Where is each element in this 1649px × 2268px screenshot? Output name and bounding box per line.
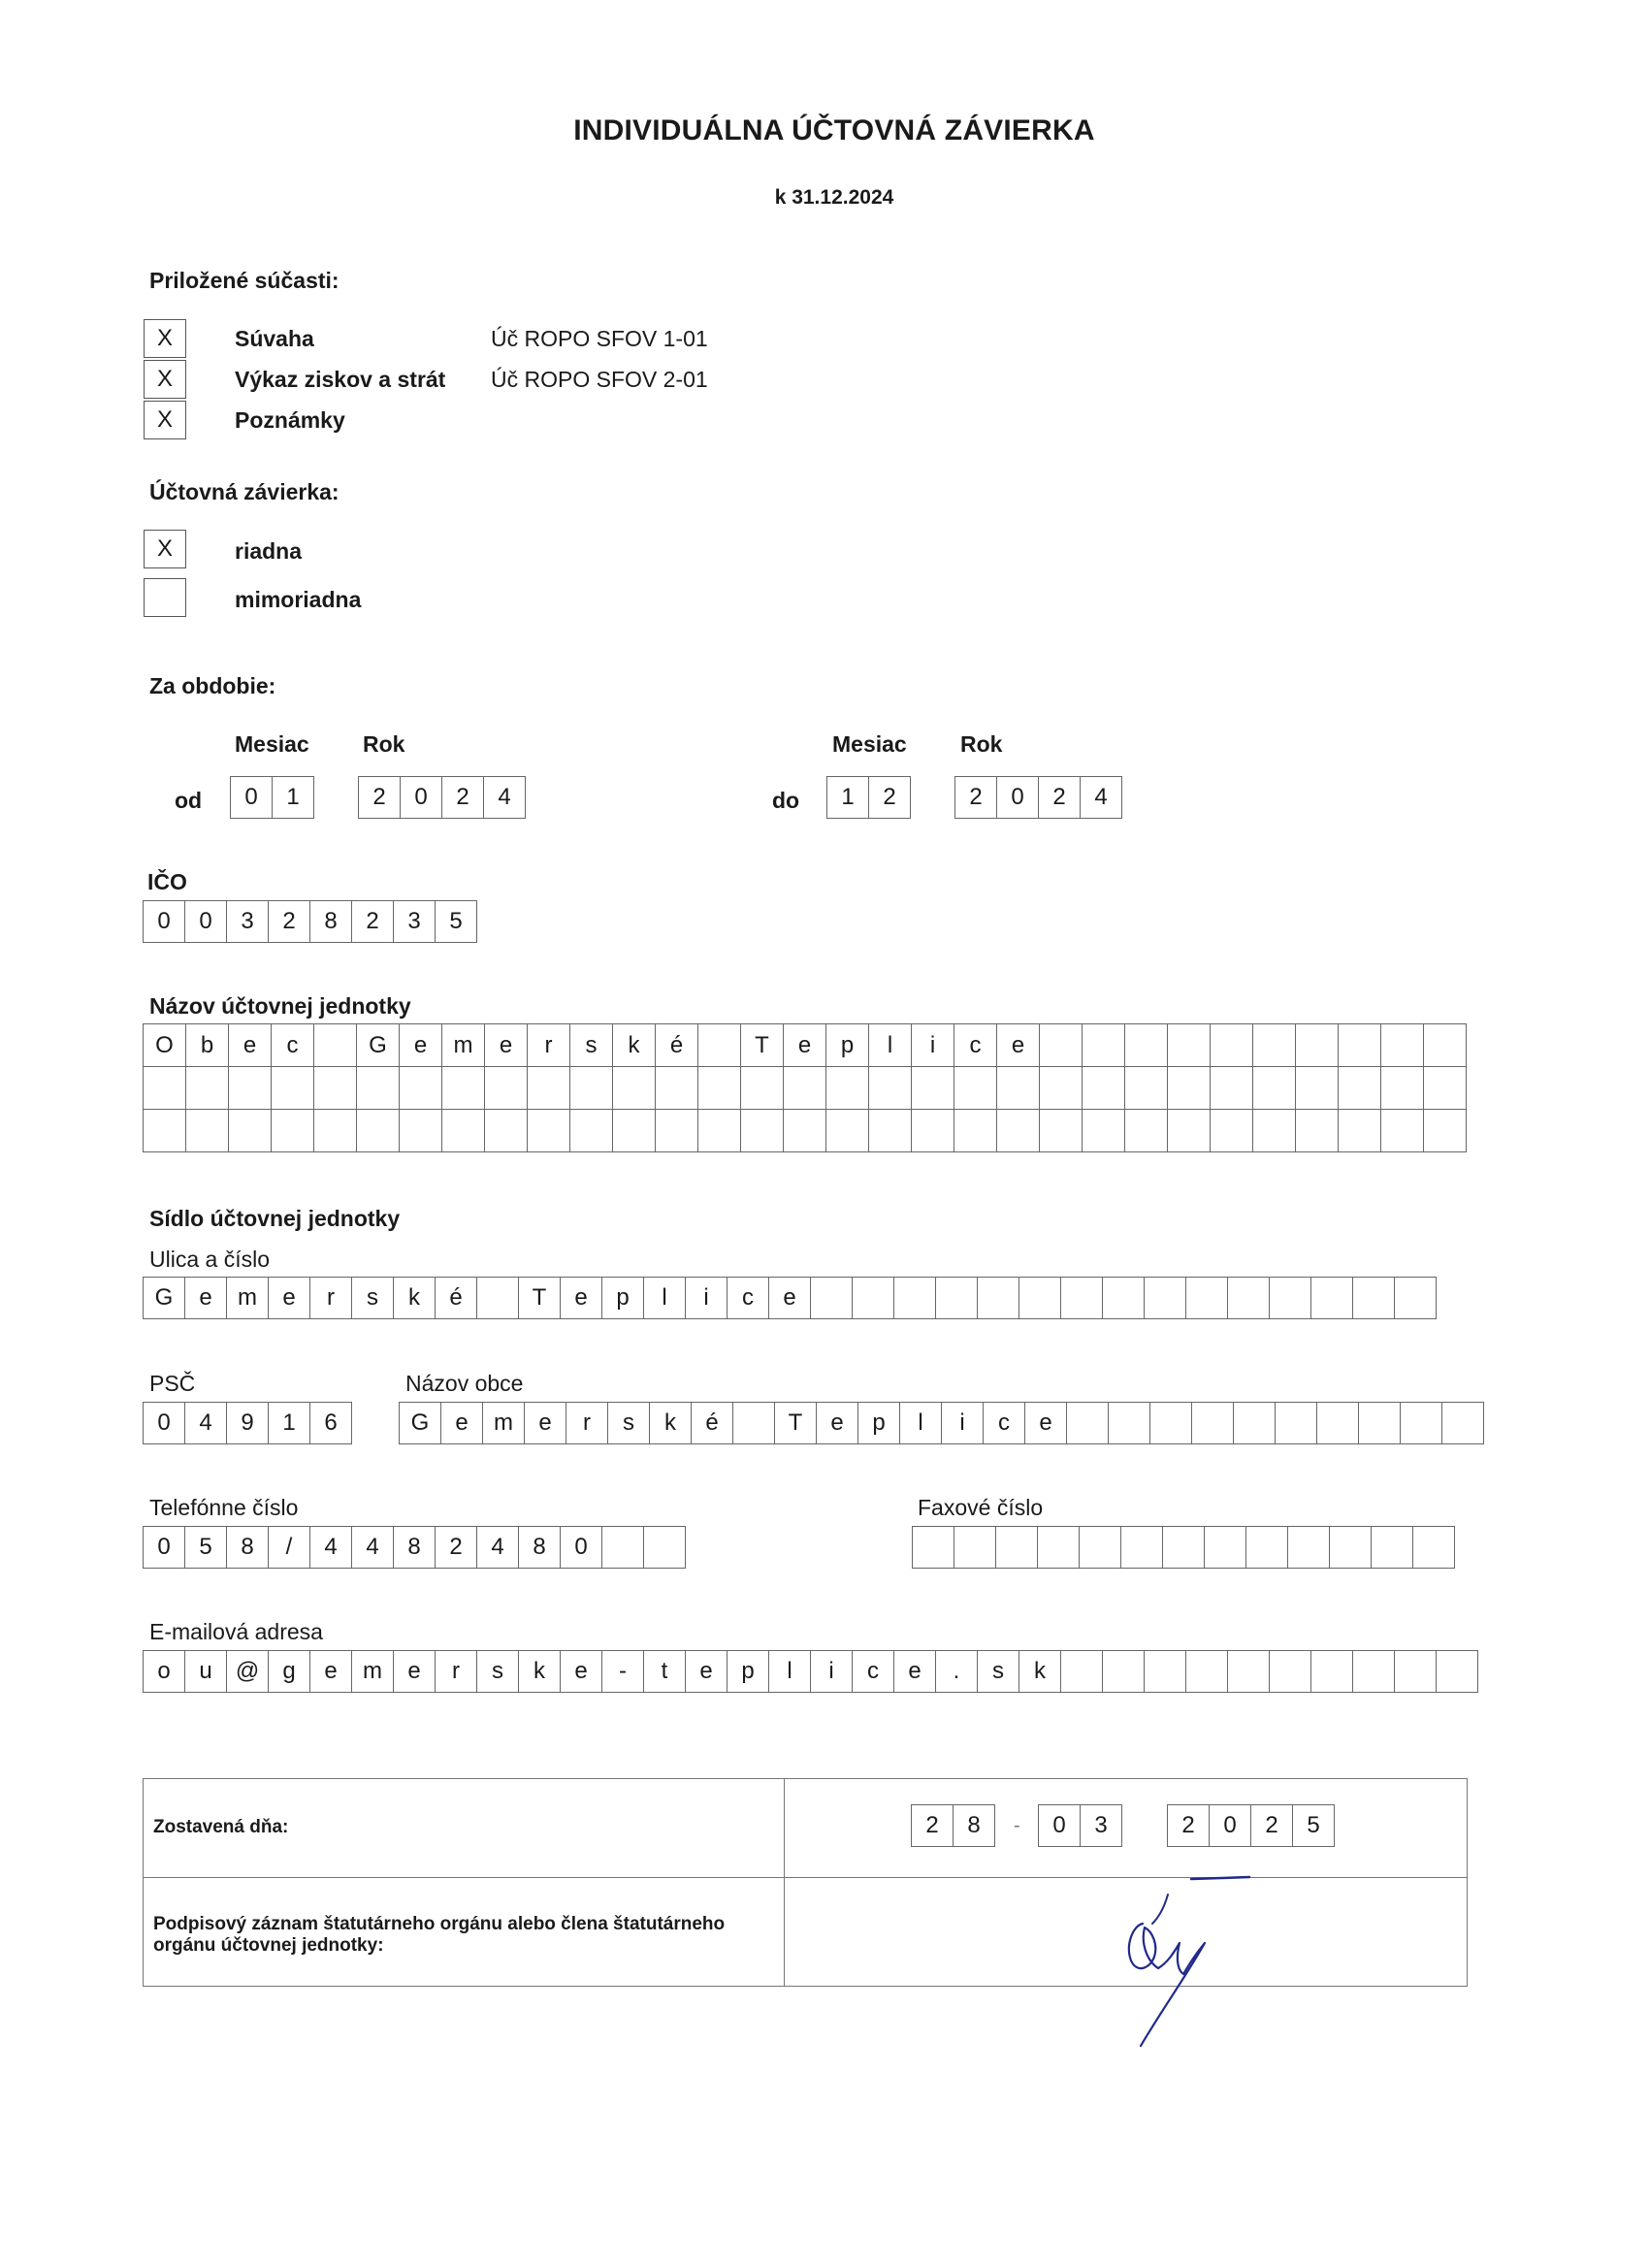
char-cell: [1253, 1067, 1296, 1110]
digit-cell: 8: [953, 1804, 995, 1847]
char-cell: [1168, 1024, 1211, 1067]
char-cell: 0: [143, 1526, 185, 1569]
char-cell: e: [229, 1024, 272, 1067]
digit-cell: 2: [911, 1804, 954, 1847]
from-month-field[interactable]: [230, 776, 314, 819]
char-cell: [1412, 1526, 1455, 1569]
char-cell: [1102, 1650, 1145, 1693]
char-cell: e: [816, 1402, 858, 1444]
digit-cell: 0: [1209, 1804, 1251, 1847]
page-title: INDIVIDUÁLNA ÚČTOVNÁ ZÁVIERKA: [573, 114, 1095, 146]
char-cell: [1040, 1067, 1083, 1110]
char-cell: [1352, 1277, 1395, 1319]
char-cell: [1060, 1277, 1103, 1319]
compiled-month-field[interactable]: [1038, 1804, 1122, 1847]
ico-label: IČO: [147, 869, 187, 894]
phone-field[interactable]: [143, 1526, 686, 1569]
char-cell: t: [643, 1650, 686, 1693]
from-month-label: Mesiac: [235, 731, 309, 757]
digit-cell: 5: [1292, 1804, 1335, 1847]
zip-label: PSČ: [149, 1371, 196, 1396]
char-cell: [1040, 1110, 1083, 1152]
char-cell: [935, 1277, 978, 1319]
char-cell: [977, 1277, 1019, 1319]
char-cell: e: [784, 1024, 826, 1067]
char-cell: [272, 1067, 314, 1110]
char-cell: é: [435, 1277, 477, 1319]
from-label: od: [175, 788, 203, 813]
attachment-code-suvaha: Úč ROPO SFOV 1-01: [491, 326, 708, 351]
char-cell: [852, 1277, 894, 1319]
char-cell: [698, 1110, 741, 1152]
char-cell: [997, 1110, 1040, 1152]
statement-label-mimoriadna: mimoriadna: [235, 587, 362, 612]
char-cell: k: [649, 1402, 692, 1444]
digit-cell: 0: [230, 776, 273, 819]
char-cell: [1316, 1402, 1359, 1444]
char-cell: [1211, 1067, 1253, 1110]
char-cell: p: [857, 1402, 900, 1444]
char-cell: i: [912, 1024, 954, 1067]
handwritten-signature: [1086, 1867, 1261, 2052]
char-cell: [954, 1526, 996, 1569]
char-cell: [1381, 1024, 1424, 1067]
char-cell: 6: [309, 1402, 352, 1444]
digit-cell: 2: [441, 776, 484, 819]
char-cell: k: [393, 1277, 436, 1319]
char-cell: p: [601, 1277, 644, 1319]
char-cell: [912, 1110, 954, 1152]
char-cell: [1329, 1526, 1372, 1569]
char-cell: m: [226, 1277, 269, 1319]
char-cell: [1079, 1526, 1121, 1569]
char-cell: [893, 1277, 936, 1319]
char-cell: [1296, 1067, 1339, 1110]
digit-cell: 2: [954, 776, 997, 819]
period-heading: Za obdobie:: [149, 673, 276, 698]
char-cell: s: [607, 1402, 650, 1444]
char-cell: [1018, 1277, 1061, 1319]
char-cell: [1381, 1110, 1424, 1152]
char-cell: [912, 1067, 954, 1110]
char-cell: e: [485, 1024, 528, 1067]
attachments-heading: Priložené súčasti:: [149, 268, 340, 293]
digit-cell: 2: [1167, 1804, 1210, 1847]
char-cell: [1227, 1650, 1270, 1693]
char-cell: c: [852, 1650, 894, 1693]
char-cell: 2: [435, 1526, 477, 1569]
char-cell: [613, 1067, 656, 1110]
city-label: Názov obce: [405, 1371, 524, 1396]
char-cell: [1253, 1110, 1296, 1152]
char-cell: [1191, 1402, 1234, 1444]
char-cell: [1083, 1110, 1125, 1152]
char-cell: [1371, 1526, 1413, 1569]
char-cell: [186, 1067, 229, 1110]
char-cell: [732, 1402, 775, 1444]
statement-type-heading: Účtovná závierka:: [149, 479, 340, 504]
char-cell: [1125, 1067, 1168, 1110]
char-cell: s: [977, 1650, 1019, 1693]
char-cell: [476, 1277, 519, 1319]
entity-name-label: Názov účtovnej jednotky: [149, 993, 411, 1019]
char-cell: [784, 1067, 826, 1110]
char-cell: T: [774, 1402, 817, 1444]
address-heading: Sídlo účtovnej jednotky: [149, 1206, 401, 1231]
digit-cell: 3: [1080, 1804, 1122, 1847]
char-cell: [1424, 1110, 1467, 1152]
digit-cell: 4: [1080, 776, 1122, 819]
char-cell: [400, 1110, 442, 1152]
char-cell: [1441, 1402, 1484, 1444]
char-cell: [485, 1110, 528, 1152]
entity-name-field[interactable]: [143, 1023, 1467, 1152]
digit-cell: 0: [400, 776, 442, 819]
char-cell: [1296, 1024, 1339, 1067]
digit-cell: 2: [358, 776, 401, 819]
char-cell: [1162, 1526, 1205, 1569]
char-cell: [1339, 1110, 1381, 1152]
char-cell: r: [528, 1024, 570, 1067]
street-field[interactable]: [143, 1277, 1437, 1319]
char-cell: [643, 1526, 686, 1569]
char-cell: u: [184, 1650, 227, 1693]
char-cell: e: [524, 1402, 566, 1444]
char-cell: [357, 1110, 400, 1152]
char-cell: [314, 1110, 357, 1152]
ico-field[interactable]: [143, 900, 477, 943]
char-cell: [1149, 1402, 1192, 1444]
char-cell: i: [941, 1402, 984, 1444]
char-cell: 3: [226, 900, 269, 943]
signature-table: [143, 1778, 1468, 1987]
char-cell: [810, 1277, 853, 1319]
char-cell: c: [727, 1277, 769, 1319]
char-cell: 8: [518, 1526, 561, 1569]
char-cell: [601, 1526, 644, 1569]
to-year-label: Rok: [960, 731, 1003, 757]
from-year-label: Rok: [363, 731, 405, 757]
char-cell: [272, 1110, 314, 1152]
char-cell: 8: [393, 1526, 436, 1569]
char-cell: [1339, 1067, 1381, 1110]
char-cell: [995, 1526, 1038, 1569]
char-cell: r: [435, 1650, 477, 1693]
attachment-code-vykaz: Úč ROPO SFOV 2-01: [491, 367, 708, 392]
char-cell: [656, 1067, 698, 1110]
char-cell: p: [727, 1650, 769, 1693]
char-cell: 4: [351, 1526, 394, 1569]
char-cell: [1204, 1526, 1246, 1569]
char-cell: 8: [226, 1526, 269, 1569]
char-cell: [570, 1110, 613, 1152]
char-cell: [1185, 1650, 1228, 1693]
char-cell: [1060, 1650, 1103, 1693]
phone-label: Telefónne číslo: [149, 1495, 299, 1520]
char-cell: e: [560, 1650, 602, 1693]
char-cell: -: [601, 1650, 644, 1693]
char-cell: [1125, 1024, 1168, 1067]
char-cell: [1275, 1402, 1317, 1444]
char-cell: [1394, 1277, 1437, 1319]
char-cell: G: [357, 1024, 400, 1067]
char-cell: [741, 1067, 784, 1110]
char-cell: [997, 1067, 1040, 1110]
char-cell: s: [570, 1024, 613, 1067]
char-cell: [1066, 1402, 1109, 1444]
char-cell: 0: [143, 900, 185, 943]
digit-cell: 0: [1038, 1804, 1081, 1847]
char-cell: [1352, 1650, 1395, 1693]
digit-cell: 2: [868, 776, 911, 819]
char-cell: s: [351, 1277, 394, 1319]
char-cell: [1400, 1402, 1442, 1444]
fax-field[interactable]: [912, 1526, 1455, 1569]
char-cell: T: [741, 1024, 784, 1067]
to-year-field[interactable]: [954, 776, 1122, 819]
char-cell: [1253, 1024, 1296, 1067]
char-cell: e: [400, 1024, 442, 1067]
char-cell: e: [1024, 1402, 1067, 1444]
char-cell: [1108, 1402, 1150, 1444]
char-cell: G: [399, 1402, 441, 1444]
char-cell: [1339, 1024, 1381, 1067]
char-cell: [1424, 1067, 1467, 1110]
char-cell: e: [393, 1650, 436, 1693]
char-cell: [613, 1110, 656, 1152]
char-cell: @: [226, 1650, 269, 1693]
signature-label: Podpisový záznam štatutárneho orgánu alebo člena štatutárneho orgánu účtovnej jednotky:: [153, 1914, 726, 1956]
char-cell: i: [810, 1650, 853, 1693]
char-cell: [1245, 1526, 1288, 1569]
char-cell: e: [440, 1402, 483, 1444]
char-cell: /: [268, 1526, 310, 1569]
char-cell: [1144, 1650, 1186, 1693]
char-cell: [528, 1110, 570, 1152]
char-cell: [1144, 1277, 1186, 1319]
compiled-year-field[interactable]: [1167, 1804, 1335, 1847]
attachment-checkbox-poznamky[interactable]: X: [144, 401, 186, 439]
char-cell: [1227, 1277, 1270, 1319]
to-month-label: Mesiac: [832, 731, 907, 757]
char-cell: e: [997, 1024, 1040, 1067]
char-cell: l: [869, 1024, 912, 1067]
digit-cell: 2: [1250, 1804, 1293, 1847]
char-cell: e: [184, 1277, 227, 1319]
char-cell: [741, 1110, 784, 1152]
attachment-label-poznamky: Poznámky: [235, 407, 345, 433]
char-cell: [400, 1067, 442, 1110]
char-cell: l: [643, 1277, 686, 1319]
char-cell: [954, 1110, 997, 1152]
char-cell: [1102, 1277, 1145, 1319]
char-cell: 0: [143, 1402, 185, 1444]
char-cell: 8: [309, 900, 352, 943]
char-cell: [314, 1067, 357, 1110]
char-cell: [1120, 1526, 1163, 1569]
char-cell: [1394, 1650, 1437, 1693]
char-cell: r: [309, 1277, 352, 1319]
to-label: do: [772, 788, 800, 813]
char-cell: G: [143, 1277, 185, 1319]
char-cell: [1211, 1110, 1253, 1152]
char-cell: 2: [351, 900, 394, 943]
char-cell: [314, 1024, 357, 1067]
char-cell: p: [826, 1024, 869, 1067]
char-cell: 2: [268, 900, 310, 943]
char-cell: e: [268, 1277, 310, 1319]
char-cell: [1211, 1024, 1253, 1067]
compiled-label: Zostavená dňa:: [153, 1817, 289, 1837]
attachment-checkbox-vykaz[interactable]: X: [144, 360, 186, 399]
char-cell: .: [935, 1650, 978, 1693]
char-cell: [229, 1110, 272, 1152]
char-cell: é: [656, 1024, 698, 1067]
char-cell: [229, 1067, 272, 1110]
char-cell: [1168, 1110, 1211, 1152]
char-cell: c: [272, 1024, 314, 1067]
char-cell: l: [768, 1650, 811, 1693]
statement-checkbox-riadna[interactable]: X: [144, 530, 186, 568]
char-cell: 4: [476, 1526, 519, 1569]
char-cell: [485, 1067, 528, 1110]
char-cell: [144, 1067, 186, 1110]
table-divider: [784, 1779, 785, 1986]
char-cell: [869, 1110, 912, 1152]
char-cell: k: [613, 1024, 656, 1067]
char-cell: i: [685, 1277, 728, 1319]
statement-label-riadna: riadna: [235, 538, 303, 564]
char-cell: [698, 1024, 741, 1067]
table-divider: [144, 1877, 1467, 1878]
digit-cell: 1: [272, 776, 314, 819]
char-cell: [570, 1067, 613, 1110]
char-cell: 3: [393, 900, 436, 943]
char-cell: [1358, 1402, 1401, 1444]
char-cell: [1083, 1024, 1125, 1067]
char-cell: m: [351, 1650, 394, 1693]
attachment-label-suvaha: Súvaha: [235, 326, 314, 351]
char-cell: [826, 1110, 869, 1152]
date-separator: -: [1014, 1815, 1020, 1836]
char-cell: [1269, 1650, 1311, 1693]
char-cell: [912, 1526, 954, 1569]
char-cell: [528, 1067, 570, 1110]
char-cell: [1296, 1110, 1339, 1152]
char-cell: O: [144, 1024, 186, 1067]
email-field[interactable]: [143, 1650, 1478, 1693]
char-cell: [357, 1067, 400, 1110]
char-cell: 1: [268, 1402, 310, 1444]
char-cell: [954, 1067, 997, 1110]
char-cell: [1083, 1067, 1125, 1110]
char-cell: e: [893, 1650, 936, 1693]
digit-cell: 0: [996, 776, 1039, 819]
char-cell: [1168, 1067, 1211, 1110]
char-cell: 5: [184, 1526, 227, 1569]
zip-field[interactable]: [143, 1402, 352, 1444]
char-cell: [1185, 1277, 1228, 1319]
char-cell: [784, 1110, 826, 1152]
char-cell: 4: [309, 1526, 352, 1569]
char-cell: 4: [184, 1402, 227, 1444]
char-cell: b: [186, 1024, 229, 1067]
char-cell: [442, 1110, 485, 1152]
digit-cell: 2: [1038, 776, 1081, 819]
char-cell: [1269, 1277, 1311, 1319]
char-cell: [1040, 1024, 1083, 1067]
char-cell: [698, 1067, 741, 1110]
char-cell: é: [691, 1402, 733, 1444]
char-cell: c: [983, 1402, 1025, 1444]
char-cell: e: [768, 1277, 811, 1319]
to-month-field[interactable]: [826, 776, 911, 819]
city-field[interactable]: [399, 1402, 1484, 1444]
char-cell: 0: [560, 1526, 602, 1569]
char-cell: [869, 1067, 912, 1110]
char-cell: T: [518, 1277, 561, 1319]
attachment-label-vykaz: Výkaz ziskov a strát: [235, 367, 446, 392]
from-year-field[interactable]: [358, 776, 526, 819]
char-cell: [1310, 1277, 1353, 1319]
char-cell: [1424, 1024, 1467, 1067]
street-label: Ulica a číslo: [149, 1247, 270, 1272]
char-cell: k: [1018, 1650, 1061, 1693]
char-cell: [442, 1067, 485, 1110]
char-cell: [186, 1110, 229, 1152]
char-cell: k: [518, 1650, 561, 1693]
char-cell: [1233, 1402, 1276, 1444]
char-cell: m: [482, 1402, 525, 1444]
statement-checkbox-mimoriadna[interactable]: [144, 578, 186, 617]
char-cell: [826, 1067, 869, 1110]
report-date: k 31.12.2024: [774, 186, 894, 209]
char-cell: o: [143, 1650, 185, 1693]
char-cell: [1125, 1110, 1168, 1152]
compiled-day-field[interactable]: [911, 1804, 995, 1847]
char-cell: r: [566, 1402, 608, 1444]
char-cell: e: [685, 1650, 728, 1693]
digit-cell: 4: [483, 776, 526, 819]
digit-cell: 1: [826, 776, 869, 819]
char-cell: [1287, 1526, 1330, 1569]
char-cell: c: [954, 1024, 997, 1067]
char-cell: g: [268, 1650, 310, 1693]
char-cell: [1037, 1526, 1080, 1569]
email-label: E-mailová adresa: [149, 1619, 323, 1644]
attachment-checkbox-suvaha[interactable]: X: [144, 319, 186, 358]
char-cell: 9: [226, 1402, 269, 1444]
char-cell: 0: [184, 900, 227, 943]
char-cell: [144, 1110, 186, 1152]
char-cell: [1436, 1650, 1478, 1693]
char-cell: [656, 1110, 698, 1152]
char-cell: e: [560, 1277, 602, 1319]
char-cell: [1381, 1067, 1424, 1110]
char-cell: [1310, 1650, 1353, 1693]
char-cell: m: [442, 1024, 485, 1067]
char-cell: l: [899, 1402, 942, 1444]
fax-label: Faxové číslo: [918, 1495, 1044, 1520]
char-cell: 5: [435, 900, 477, 943]
char-cell: e: [309, 1650, 352, 1693]
char-cell: s: [476, 1650, 519, 1693]
